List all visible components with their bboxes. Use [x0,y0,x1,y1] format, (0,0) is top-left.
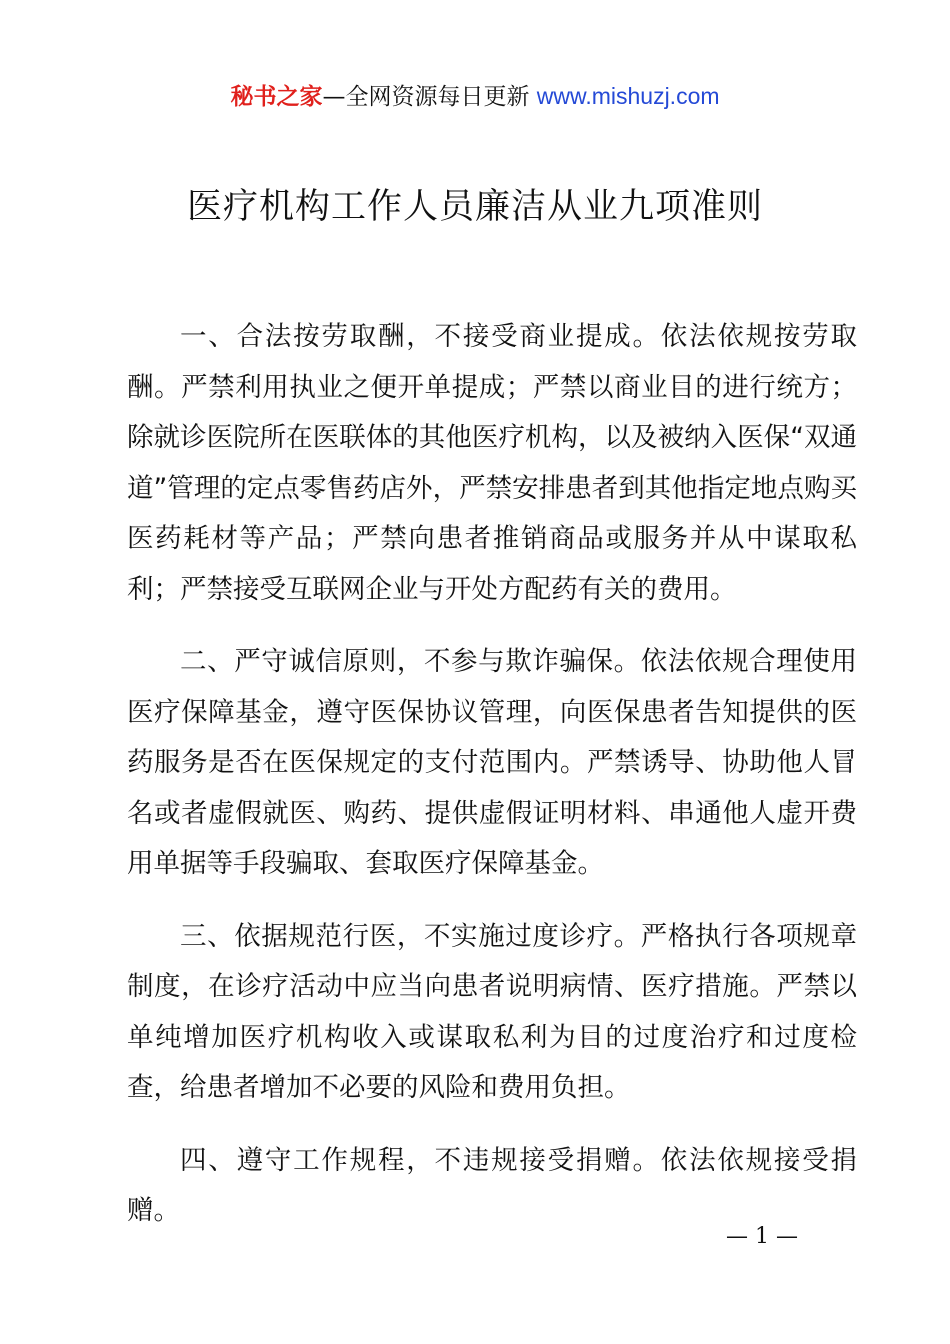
document-title: 医疗机构工作人员廉洁从业九项准则 [186,187,763,227]
document-body [127,312,857,1259]
page-number: — 1 — [726,1224,798,1249]
paragraph-4: 四、遵守工作规程，不违规接受捐赠。依法依规接受捐赠。 [127,1144,857,1226]
brand-name: 秘书之家 [230,84,323,110]
site-url-link[interactable]: www.mishuzj.com [536,83,720,109]
site-banner [0,80,950,113]
paragraph-3: 三、依据规范行医，不实施过度诊疗。严格执行各项规章制度，在诊疗活动中应当向患者说明病情、医疗措施。严禁以单纯增加医疗机构收入或谋取私利为目的过度治疗和过度检查，给患者增加不必要的风险和费用负担。 [127,920,857,1103]
paragraph-2: 二、严守诚信原则，不参与欺诈骗保。依法依规合理使用医疗保障基金，遵守医保协议管理，向医保患者告知提供的医药服务是否在医保规定的支付范围内。严禁诱导、协助他人冒名或者虚假就医、购药、提供虚假证明材料、串通他人虚开费用单据等手段骗取、套取医疗保障基金。 [127,646,857,879]
banner-slogan: —全网资源每日更新 [322,84,537,110]
paragraph-1: 一、合法按劳取酬，不接受商业提成。依法依规按劳取酬。严禁利用执业之便开单提成；严禁以商业目的进行统方；除就诊医院所在医联体的其他医疗机构，以及被纳入医保“双通道”管理的定点零售药店外，严禁安排患者到其他指定地点购买医药耗材等产品；严禁向患者推销商品或服务并从中谋取私利；严禁接受互联网企业与开处方配药有关的费用。 [127,321,857,605]
